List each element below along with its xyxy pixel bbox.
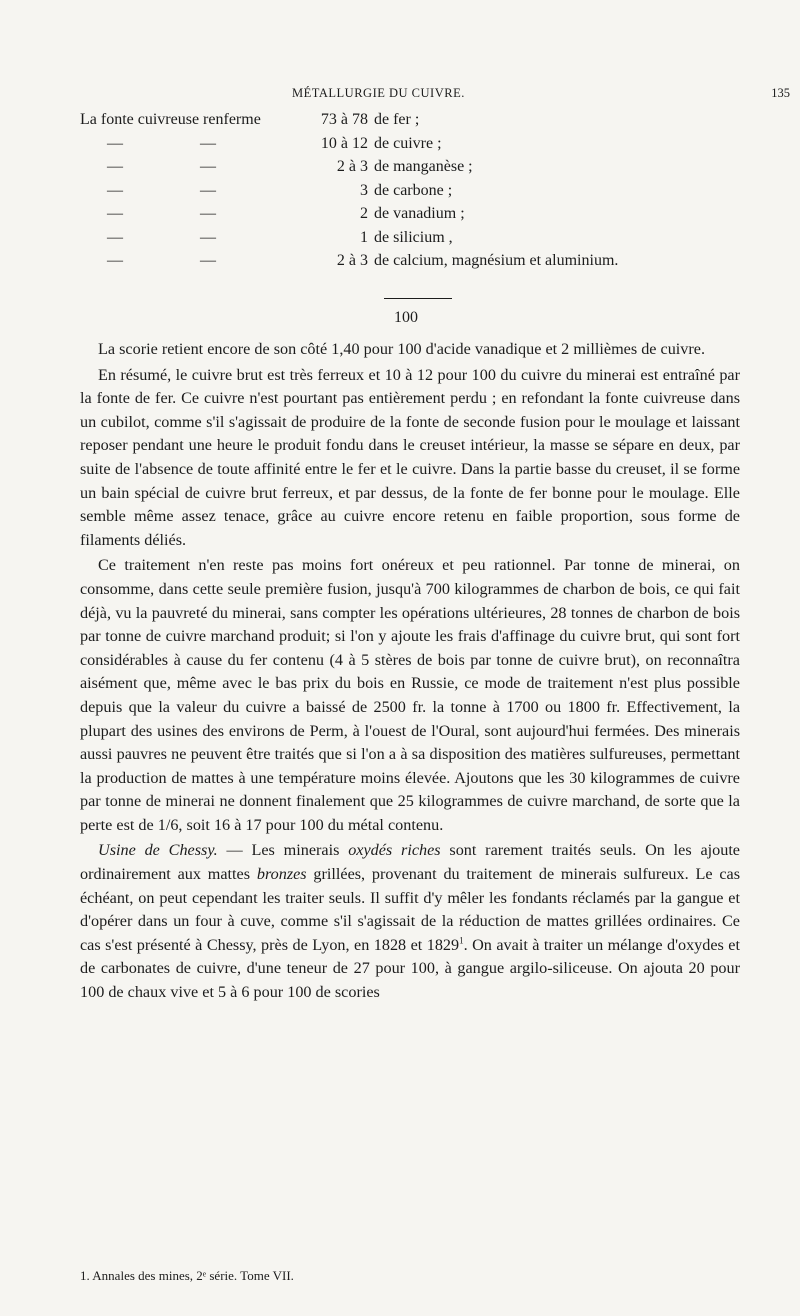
paragraph: Ce traitement n'en reste pas moins fort onéreux et peu rationnel. Par tonne de minerai, on consomme, dans cette seule première fusion, jusqu'à 700 kilogrammes de charbon de bois, ce qui fait déjà, vu la pauvreté du minerai, sans compter les opérations ultérieures, 28 tonnes de charbon de bois par tonne de cuivre marchand produit; si l'on y ajoute les frais d'affinage du cuivre brut, qui sont fort considérables à cause du fer contenu (4 à 5 stères de bois par tonne de cuivre brut), on reconnaîtra aisément que, même avec le bas prix du bois en Russie, ce mode de traitement n'est plus possible depuis que la valeur du cuivre a baissé de 2500 fr. la tonne à 1700 ou 1800 fr. Effectivement, la plupart des usines des environs de Perm, à l'ouest de l'Oural, sont aujourd'hui fermées. Des minerais aussi pauvres ne peuvent être traités que si l'on a à sa disposition des matières sulfureuses, permettant la production de mattes à une température moins élevée. Ajoutons que les 30 kilogrammes de cuivre par tonne de minerai ne donnent finalement que 25 kilogrammes de cuivre marchand, de sorte que la perte est de 1/6, soit 16 à 17 pour 100 du métal contenu. bbox=[80, 556, 740, 834]
ditto-dash: — bbox=[107, 134, 123, 152]
body-text bbox=[80, 338, 740, 1005]
composition-row bbox=[80, 155, 780, 179]
composition-row bbox=[80, 226, 780, 250]
paragraph-text: grillées, provenant du traitement de minerais sulfureux. Le cas échéant, on peut cependant les traiter seuls. Il suffit d'y mêler les fondants réclamés par la gangue et d'opérer dans un four à cuve, comme s'il s'agissait de la réduction de mattes grillées ordinaires. Ce cas s'est présenté à Chessy, près de Lyon, en 1828 et 1829 bbox=[80, 865, 741, 954]
italic-phrase: bronzes bbox=[256, 865, 307, 884]
ditto-dash: — bbox=[107, 158, 123, 175]
footnote bbox=[80, 1268, 740, 1284]
composition-row bbox=[80, 202, 780, 226]
ditto-dash: — bbox=[200, 205, 216, 222]
section-lead: Usine de Chessy. bbox=[98, 841, 218, 860]
footnote-text: 2ᵉ série. Tome VII. bbox=[193, 1268, 294, 1283]
composition-amount: 2 à 3 bbox=[336, 252, 368, 269]
composition-row bbox=[80, 249, 780, 273]
paragraph-text: . On avait à traiter un mélange d'oxydes et de carbonates de cuivre, d'une teneur de 27 pour 100, à gangue argilo-siliceuse. On ajouta 20 pour 100 de chaux vive et 5 à 6 pour 100 de scories bbox=[80, 935, 740, 1002]
ditto-dash: — bbox=[200, 134, 216, 152]
ditto-dash: — bbox=[107, 205, 123, 222]
composition-amount: 3 bbox=[360, 181, 368, 199]
ditto-dash: — bbox=[200, 158, 216, 175]
paragraph: En résumé, le cuivre brut est très ferreux et 10 à 12 pour 100 du cuivre du minerai est entraîné par la fonte de fer. Ce cuivre n'est pourtant pas entièrement perdu ; en refondant la fonte cuivreuse dans un cubilot, comme s'il s'agissait de produire de la fonte de seconde fusion pour le moulage et laissant reposer pendant une heure le produit fondu dans le creuset intérieur, la masse se sépare en deux, par suite de l'absence de toute affinité entre le fer et le cuivre. Dans la partie basse du creuset, il se forme un bain spécial de cuivre brut ferreux, et par dessus, de la fonte de fer bonne pour le moulage. Elle semble même assez tenace, grâce au cuivre encore retenu en faible proportion, sous forme de filaments déliés. bbox=[80, 365, 740, 549]
composition-element: de cuivre ; bbox=[374, 134, 442, 152]
composition-element: de silicium , bbox=[374, 228, 453, 246]
page-header bbox=[80, 86, 800, 106]
composition-row bbox=[80, 132, 780, 156]
running-head: MÉTALLURGIE DU CUIVRE. bbox=[292, 86, 465, 100]
composition-row bbox=[80, 108, 780, 132]
ditto-dash: — bbox=[200, 252, 216, 269]
sum-rule bbox=[384, 298, 452, 299]
paragraph-text: — Les minerais bbox=[217, 841, 349, 860]
composition-element: de calcium, magnésium et aluminium. bbox=[374, 252, 619, 269]
composition-table bbox=[80, 108, 780, 326]
ditto-dash: — bbox=[200, 181, 216, 199]
composition-amount: 1 bbox=[360, 228, 368, 246]
footnote-number: 1. bbox=[80, 1268, 90, 1283]
composition-element: de manganèse ; bbox=[374, 158, 473, 175]
composition-amount: 73 à 78 bbox=[320, 111, 368, 128]
composition-row bbox=[80, 179, 780, 203]
composition-amount: 2 bbox=[360, 205, 368, 222]
composition-amount: 10 à 12 bbox=[320, 134, 368, 152]
footnote-source: Annales des mines, bbox=[92, 1268, 194, 1283]
composition-total: 100 bbox=[394, 309, 418, 326]
ditto-dash: — bbox=[107, 252, 123, 269]
composition-element: de fer ; bbox=[374, 111, 420, 128]
ditto-dash: — bbox=[107, 181, 123, 199]
composition-intro: La fonte cuivreuse renferme bbox=[80, 111, 261, 128]
composition-element: de carbone ; bbox=[374, 181, 453, 199]
paragraph-usine-de-chessy bbox=[80, 839, 740, 1004]
page-number: 135 bbox=[771, 86, 790, 100]
composition-element: de vanadium ; bbox=[374, 205, 465, 222]
paragraph: La scorie retient encore de son côté 1,40 pour 100 d'acide vanadique et 2 millièmes de cuivre. bbox=[98, 340, 706, 358]
composition-amount: 2 à 3 bbox=[336, 158, 368, 175]
paragraph-text: sont rarement traités seuls. On les ajoute ordinairement aux mattes bbox=[80, 841, 740, 884]
italic-phrase: oxydés riches bbox=[348, 841, 441, 860]
ditto-dash: — bbox=[107, 228, 123, 246]
ditto-dash: — bbox=[200, 228, 216, 246]
footnote-ref[interactable]: 1 bbox=[459, 935, 464, 946]
